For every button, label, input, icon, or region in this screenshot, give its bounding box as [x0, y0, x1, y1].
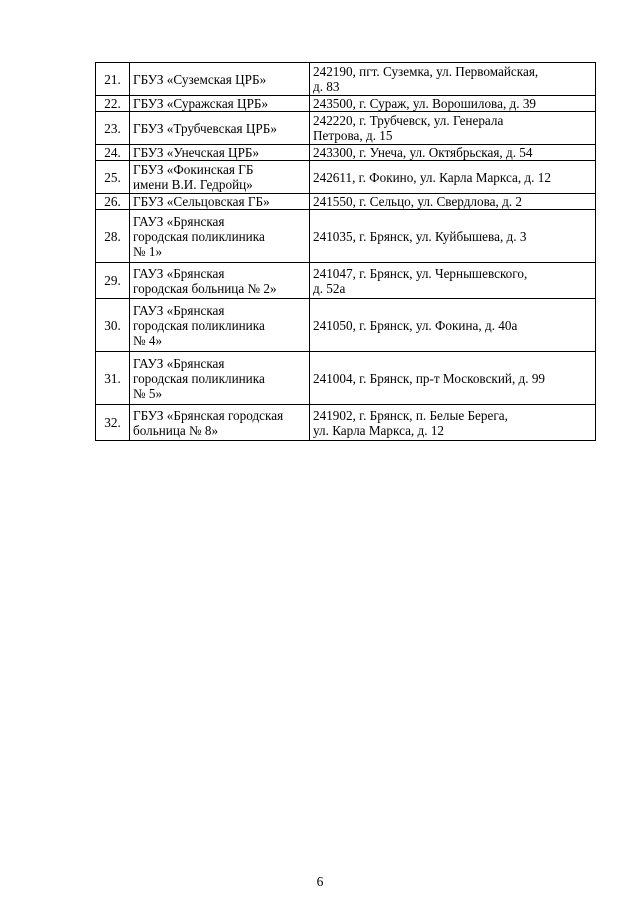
row-number: 28.	[96, 210, 130, 263]
table-row	[96, 210, 596, 263]
institution-name: ГАУЗ «Брянская городская поликлиника № 1»	[130, 210, 310, 263]
institution-name: ГАУЗ «Брянская городская больница № 2»	[130, 263, 310, 299]
institutions-table	[95, 62, 596, 441]
row-number: 23.	[96, 112, 130, 145]
institution-name: ГАУЗ «Брянская городская поликлиника № 4»	[130, 299, 310, 352]
table-row	[96, 352, 596, 405]
row-number: 31.	[96, 352, 130, 405]
table-row	[96, 145, 596, 161]
row-number: 32.	[96, 405, 130, 441]
table-row	[96, 194, 596, 210]
institution-address: 242190, пгт. Суземка, ул. Первомайская, д. 83	[310, 63, 596, 96]
institution-address: 242611, г. Фокино, ул. Карла Маркса, д. 12	[310, 161, 596, 194]
institution-address: 241550, г. Сельцо, ул. Свердлова, д. 2	[310, 194, 596, 210]
row-number: 24.	[96, 145, 130, 161]
row-number: 30.	[96, 299, 130, 352]
institution-name: ГБУЗ «Суражская ЦРБ»	[130, 96, 310, 112]
institution-name: ГБУЗ «Суземская ЦРБ»	[130, 63, 310, 96]
row-number: 29.	[96, 263, 130, 299]
institution-name: ГАУЗ «Брянская городская поликлиника № 5»	[130, 352, 310, 405]
institution-address: 241050, г. Брянск, ул. Фокина, д. 40а	[310, 299, 596, 352]
institution-name: ГБУЗ «Брянская городская больница № 8»	[130, 405, 310, 441]
institution-name: ГБУЗ «Фокинская ГБ имени В.И. Гедройц»	[130, 161, 310, 194]
row-number: 26.	[96, 194, 130, 210]
institution-name: ГБУЗ «Сельцовская ГБ»	[130, 194, 310, 210]
institution-address: 241035, г. Брянск, ул. Куйбышева, д. 3	[310, 210, 596, 263]
table-row	[96, 263, 596, 299]
institution-name: ГБУЗ «Трубчевская ЦРБ»	[130, 112, 310, 145]
institution-address: 243300, г. Унеча, ул. Октябрьская, д. 54	[310, 145, 596, 161]
table-row	[96, 405, 596, 441]
table-row	[96, 96, 596, 112]
row-number: 22.	[96, 96, 130, 112]
table-row	[96, 63, 596, 96]
row-number: 21.	[96, 63, 130, 96]
table-row	[96, 299, 596, 352]
institution-address: 243500, г. Сураж, ул. Ворошилова, д. 39	[310, 96, 596, 112]
page-number: 6	[316, 874, 324, 889]
row-number: 25.	[96, 161, 130, 194]
table-row	[96, 161, 596, 194]
table-row	[96, 112, 596, 145]
institution-name: ГБУЗ «Унечская ЦРБ»	[130, 145, 310, 161]
institution-address: 241004, г. Брянск, пр-т Московский, д. 99	[310, 352, 596, 405]
institution-address: 241902, г. Брянск, п. Белые Берега, ул. Карла Маркса, д. 12	[310, 405, 596, 441]
institution-address: 242220, г. Трубчевск, ул. Генерала Петрова, д. 15	[310, 112, 596, 145]
institution-address: 241047, г. Брянск, ул. Чернышевского, д. 52а	[310, 263, 596, 299]
